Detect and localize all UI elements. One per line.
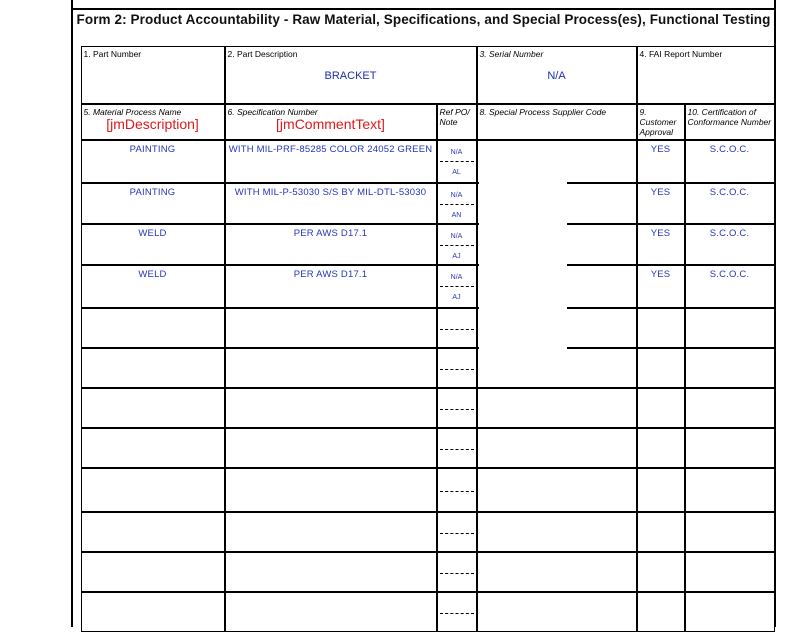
fai-report-cell[interactable]: [637, 46, 775, 104]
material-process-cell[interactable]: [81, 265, 225, 308]
ref-bottom-value: AL: [452, 168, 461, 176]
empty-cell[interactable]: [685, 468, 775, 512]
ref-top-value: N/A: [450, 273, 463, 281]
empty-cell[interactable]: [437, 512, 477, 552]
empty-cell[interactable]: [225, 552, 437, 592]
customer-approval-cell[interactable]: [637, 224, 685, 265]
certification-cell[interactable]: [685, 265, 775, 308]
empty-cell[interactable]: [477, 468, 637, 512]
dashed-line: [440, 329, 474, 330]
empty-cell[interactable]: [81, 348, 225, 388]
empty-cell[interactable]: [437, 308, 477, 348]
material-process-name-header: [81, 104, 225, 140]
ref-po-note-header: [437, 104, 477, 140]
certification-value: S.C.O.C.: [709, 227, 750, 239]
dashed-line: [440, 573, 474, 574]
material-process-value: PAINTING: [129, 186, 176, 198]
empty-cell[interactable]: [637, 512, 685, 552]
empty-cell[interactable]: [637, 388, 685, 428]
redaction-mask: [479, 142, 567, 350]
empty-cell[interactable]: [225, 512, 437, 552]
empty-cell[interactable]: [225, 388, 437, 428]
customer-approval-cell[interactable]: [637, 265, 685, 308]
material-process-value: WELD: [138, 268, 167, 280]
empty-cell[interactable]: [685, 592, 775, 632]
fai-form-2: [71, 0, 776, 627]
ref-po-note-label: Ref PO/ Note: [439, 106, 470, 127]
certification-value: S.C.O.C.: [709, 186, 750, 198]
material-process-value: WELD: [138, 227, 167, 239]
empty-cell[interactable]: [225, 428, 437, 468]
jm-comment-text-field: [jmCommentText]: [276, 115, 385, 132]
empty-cell[interactable]: [685, 348, 775, 388]
part-description-label: 2. Part Description: [227, 48, 298, 59]
empty-cell[interactable]: [477, 428, 637, 468]
ref-po-note-cell[interactable]: [437, 183, 477, 224]
serial-number-value: N/A: [547, 69, 566, 82]
part-number-cell[interactable]: [81, 46, 225, 104]
empty-cell[interactable]: [637, 428, 685, 468]
empty-cell[interactable]: [477, 388, 637, 428]
empty-cell[interactable]: [437, 428, 477, 468]
specification-value: WITH MIL-P-53030 S/S BY MIL-DTL-53030: [234, 186, 427, 198]
dashed-line: [440, 286, 474, 287]
empty-cell[interactable]: [225, 348, 437, 388]
fai-report-label: 4. FAI Report Number: [639, 48, 723, 59]
empty-cell[interactable]: [437, 388, 477, 428]
serial-number-label: 3. Serial Number: [479, 48, 544, 59]
dashed-line: [440, 369, 474, 370]
customer-approval-cell[interactable]: [637, 140, 685, 183]
certification-value: S.C.O.C.: [709, 143, 750, 155]
specification-cell[interactable]: [225, 265, 437, 308]
specification-value: WITH MIL-PRF-85285 COLOR 24052 GREEN: [228, 143, 433, 155]
empty-cell[interactable]: [225, 308, 437, 348]
specification-value: PER AWS D17.1: [293, 227, 368, 239]
certification-of-conformance-header: [685, 104, 775, 140]
dashed-line: [440, 245, 474, 246]
empty-cell[interactable]: [437, 552, 477, 592]
empty-cell[interactable]: [437, 468, 477, 512]
customer-approval-cell[interactable]: [637, 183, 685, 224]
material-process-value: PAINTING: [129, 143, 176, 155]
specification-cell[interactable]: [225, 224, 437, 265]
ref-po-note-cell[interactable]: [437, 140, 477, 183]
ref-top-value: N/A: [450, 148, 463, 156]
customer-approval-value: YES: [650, 186, 671, 198]
customer-approval-value: YES: [650, 268, 671, 280]
redaction-mask: [479, 350, 561, 364]
dashed-line: [440, 491, 474, 492]
customer-approval-value: YES: [650, 143, 671, 155]
specification-number-header: [225, 104, 437, 140]
form-top-border: [73, 8, 774, 10]
special-process-supplier-code-header: [477, 104, 637, 140]
dashed-line: [440, 449, 474, 450]
form-grid: [81, 46, 775, 627]
ref-po-note-cell[interactable]: [437, 265, 477, 308]
empty-cell[interactable]: [685, 388, 775, 428]
jm-description-field: [jmDescription]: [106, 115, 199, 132]
part-description-value: BRACKET: [324, 69, 377, 82]
certification-value: S.C.O.C.: [709, 268, 750, 280]
dashed-line: [440, 409, 474, 410]
empty-cell[interactable]: [637, 468, 685, 512]
certification-cell[interactable]: [685, 183, 775, 224]
dashed-line: [440, 204, 474, 205]
ref-bottom-value: AJ: [452, 293, 461, 301]
empty-cell[interactable]: [477, 592, 637, 632]
empty-cell[interactable]: [81, 388, 225, 428]
empty-cell[interactable]: [81, 468, 225, 512]
empty-cell[interactable]: [81, 512, 225, 552]
certification-cell[interactable]: [685, 140, 775, 183]
dashed-line: [440, 161, 474, 162]
material-process-name-label: 5. Material Process Name: [83, 106, 182, 117]
form-title: Form 2: Product Accountability - Raw Material, Specifications, and Special Process(es), Functional Testing: [76, 12, 771, 27]
ref-bottom-value: AJ: [452, 252, 461, 260]
ref-bottom-value: AN: [451, 211, 462, 219]
ref-top-value: N/A: [450, 232, 463, 240]
material-process-cell[interactable]: [81, 224, 225, 265]
empty-cell[interactable]: [685, 428, 775, 468]
empty-cell[interactable]: [81, 592, 225, 632]
empty-cell[interactable]: [637, 592, 685, 632]
specification-cell[interactable]: [225, 140, 437, 183]
part-description-cell[interactable]: [225, 46, 477, 104]
empty-cell[interactable]: [81, 428, 225, 468]
ref-top-value: N/A: [450, 191, 463, 199]
empty-cell[interactable]: [225, 468, 437, 512]
certification-cell[interactable]: [685, 224, 775, 265]
empty-cell[interactable]: [637, 552, 685, 592]
specification-cell[interactable]: [225, 183, 437, 224]
empty-cell[interactable]: [81, 308, 225, 348]
empty-cell[interactable]: [685, 512, 775, 552]
dashed-line: [440, 613, 474, 614]
customer-approval-header: [637, 104, 685, 140]
empty-cell[interactable]: [477, 512, 637, 552]
empty-cell[interactable]: [685, 308, 775, 348]
specification-value: PER AWS D17.1: [293, 268, 368, 280]
special-process-supplier-code-label: 8. Special Process Supplier Code: [479, 106, 607, 117]
serial-number-cell[interactable]: [477, 46, 637, 104]
empty-cell[interactable]: [437, 348, 477, 388]
empty-cell[interactable]: [637, 348, 685, 388]
material-process-cell[interactable]: [81, 183, 225, 224]
empty-cell[interactable]: [225, 592, 437, 632]
empty-cell[interactable]: [685, 552, 775, 592]
specification-number-label: 6. Specification Number: [227, 106, 318, 117]
empty-cell[interactable]: [437, 592, 477, 632]
certification-of-conformance-label: 10. Certification of Conformance Number: [687, 106, 772, 127]
empty-cell[interactable]: [477, 552, 637, 592]
empty-cell[interactable]: [81, 552, 225, 592]
customer-approval-value: YES: [650, 227, 671, 239]
material-process-cell[interactable]: [81, 140, 225, 183]
part-number-label: 1. Part Number: [83, 48, 142, 59]
dashed-line: [440, 533, 474, 534]
empty-cell[interactable]: [637, 308, 685, 348]
customer-approval-label: 9. Customer Approval: [639, 106, 677, 137]
ref-po-note-cell[interactable]: [437, 224, 477, 265]
